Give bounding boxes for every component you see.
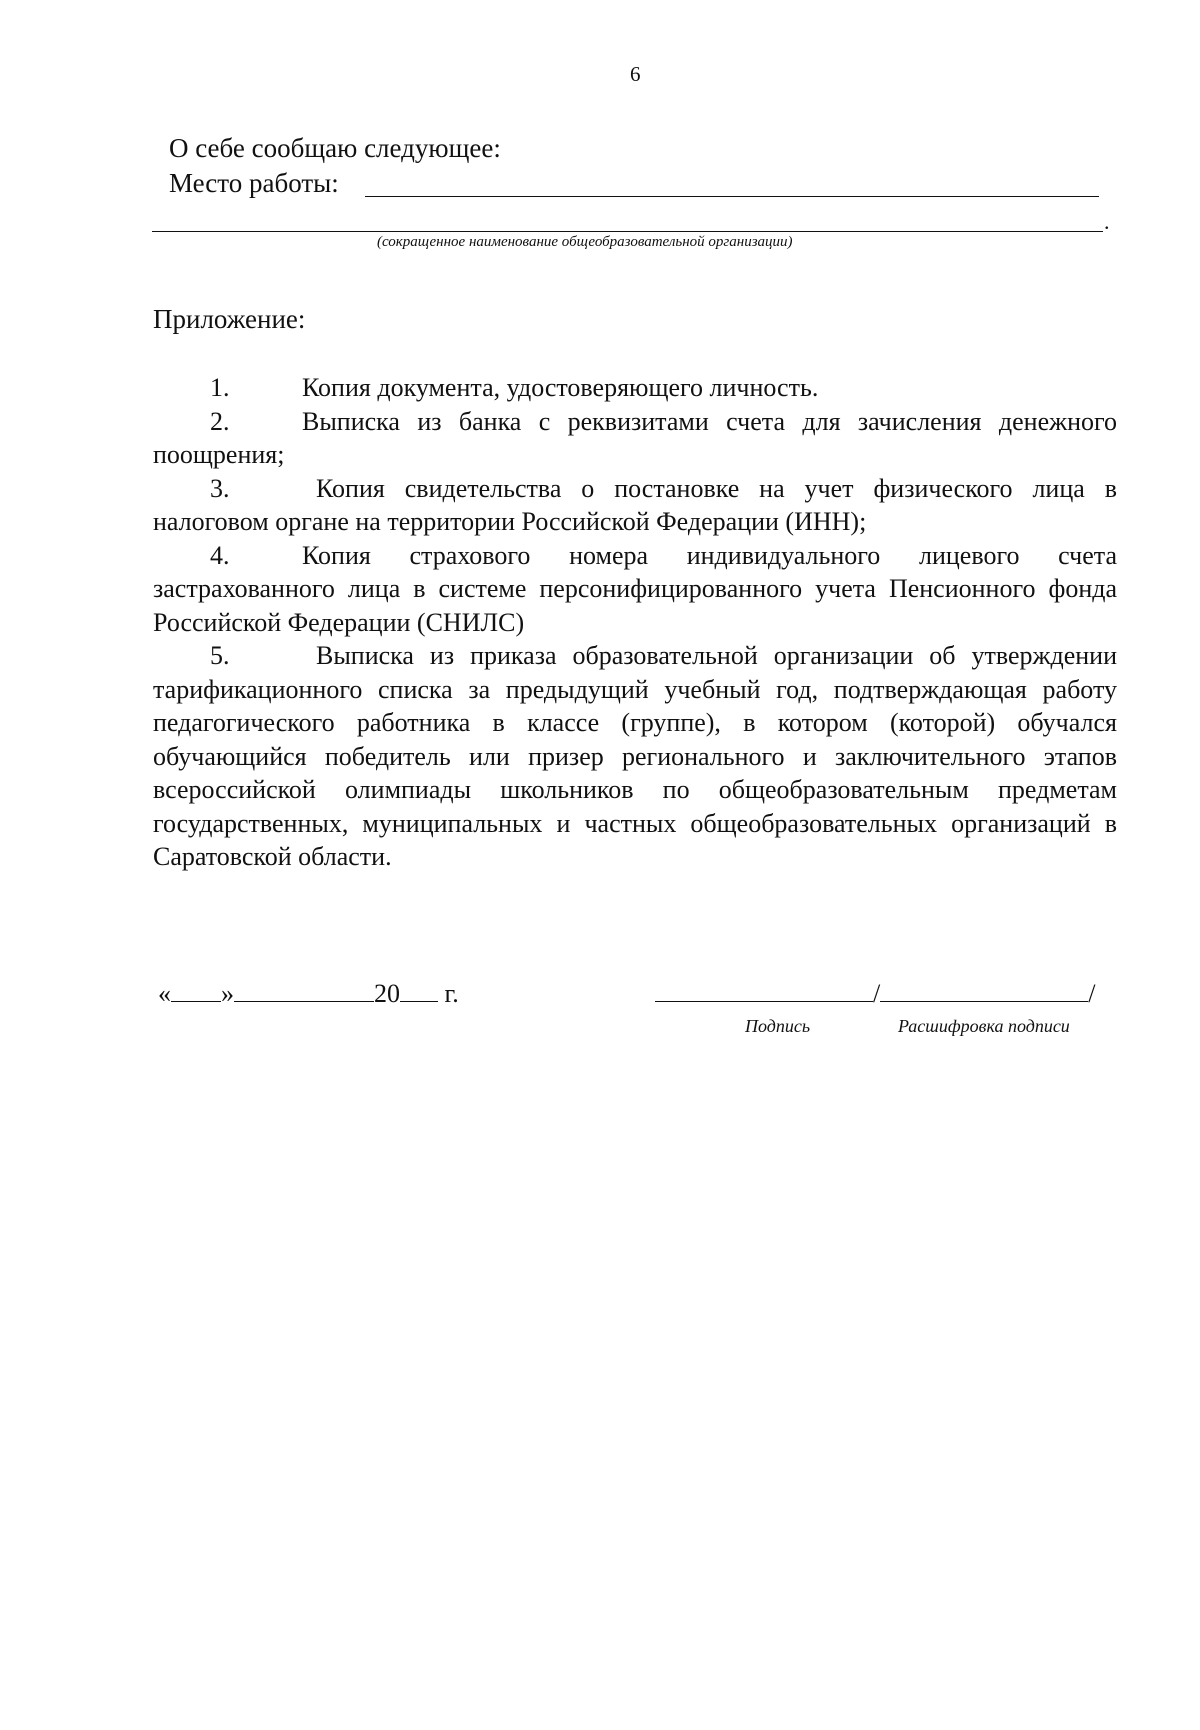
slash-right: / bbox=[1088, 979, 1096, 1008]
workplace-row bbox=[169, 166, 1103, 200]
workplace-fill-line[interactable] bbox=[365, 196, 1099, 197]
appendix-item-4 bbox=[153, 539, 1117, 640]
date-field bbox=[158, 979, 459, 1009]
organization-line-caption: (сокращенное наименование общеобразовательной организации) bbox=[377, 234, 793, 250]
item-text: Копия документа, удостоверяющего личность. bbox=[302, 373, 819, 402]
decoding-caption: Расшифровка подписи bbox=[898, 1016, 1070, 1036]
appendix-list bbox=[153, 371, 1117, 874]
workplace-label: Место работы: bbox=[169, 168, 339, 198]
appendix-item-5 bbox=[153, 639, 1117, 874]
appendix-item-2 bbox=[153, 405, 1117, 472]
appendix-item-1 bbox=[153, 371, 1117, 405]
item-text: Копия свидетельства о постановке на учет физического лица в налоговом органе на территории Российской Федерации (ИНН); bbox=[153, 473, 1117, 536]
day-fill-line[interactable] bbox=[171, 979, 221, 1002]
signature-field bbox=[655, 979, 1095, 1009]
item-text: Выписка из приказа образовательной организации об утверждении тарификационного списка за предыдущий учебный год, подтверждающая работу педагогического работника в классе (группе), в котором (которой) обучался обучающийся победитель или призер регионального и заключительного этапов всероссийской олимпиады школьников по общеобразовательным предметам государственных, муниципальных и частных общеобразовательных организаций в Саратовской области. bbox=[153, 641, 1117, 871]
decoding-fill-line[interactable] bbox=[880, 979, 1088, 1002]
item-number: 4. bbox=[210, 540, 230, 570]
signature-caption: Подпись bbox=[745, 1016, 811, 1036]
page-number: 6 bbox=[630, 62, 641, 86]
quote-open: « bbox=[158, 979, 171, 1008]
item-text: Копия страхового номера индивидуального лицевого счета застрахованного лица в системе персонифицированного учета Пенсионного фонда Российской Федерации (СНИЛС) bbox=[153, 540, 1117, 637]
year-suffix: г. bbox=[444, 979, 459, 1008]
signature-fill-line[interactable] bbox=[655, 979, 873, 1002]
quote-close: » bbox=[221, 979, 234, 1008]
item-number: 2. bbox=[210, 406, 230, 436]
slash-left: / bbox=[873, 979, 881, 1008]
month-fill-line[interactable] bbox=[234, 979, 374, 1002]
appendix-title: Приложение: bbox=[153, 304, 306, 334]
about-self-heading: О себе сообщаю следующее: bbox=[169, 133, 501, 163]
item-text: Выписка из банка с реквизитами счета для зачисления денежного поощрения; bbox=[153, 406, 1117, 469]
year-prefix: 20 bbox=[374, 979, 400, 1008]
item-number: 5. bbox=[210, 641, 230, 670]
item-number: 1. bbox=[210, 373, 230, 402]
appendix-item-3 bbox=[153, 472, 1117, 539]
year-fill-line[interactable] bbox=[400, 979, 438, 1002]
line-end-dot: . bbox=[1104, 209, 1110, 234]
item-number: 3. bbox=[210, 473, 230, 503]
organization-fill-line[interactable] bbox=[152, 231, 1103, 232]
